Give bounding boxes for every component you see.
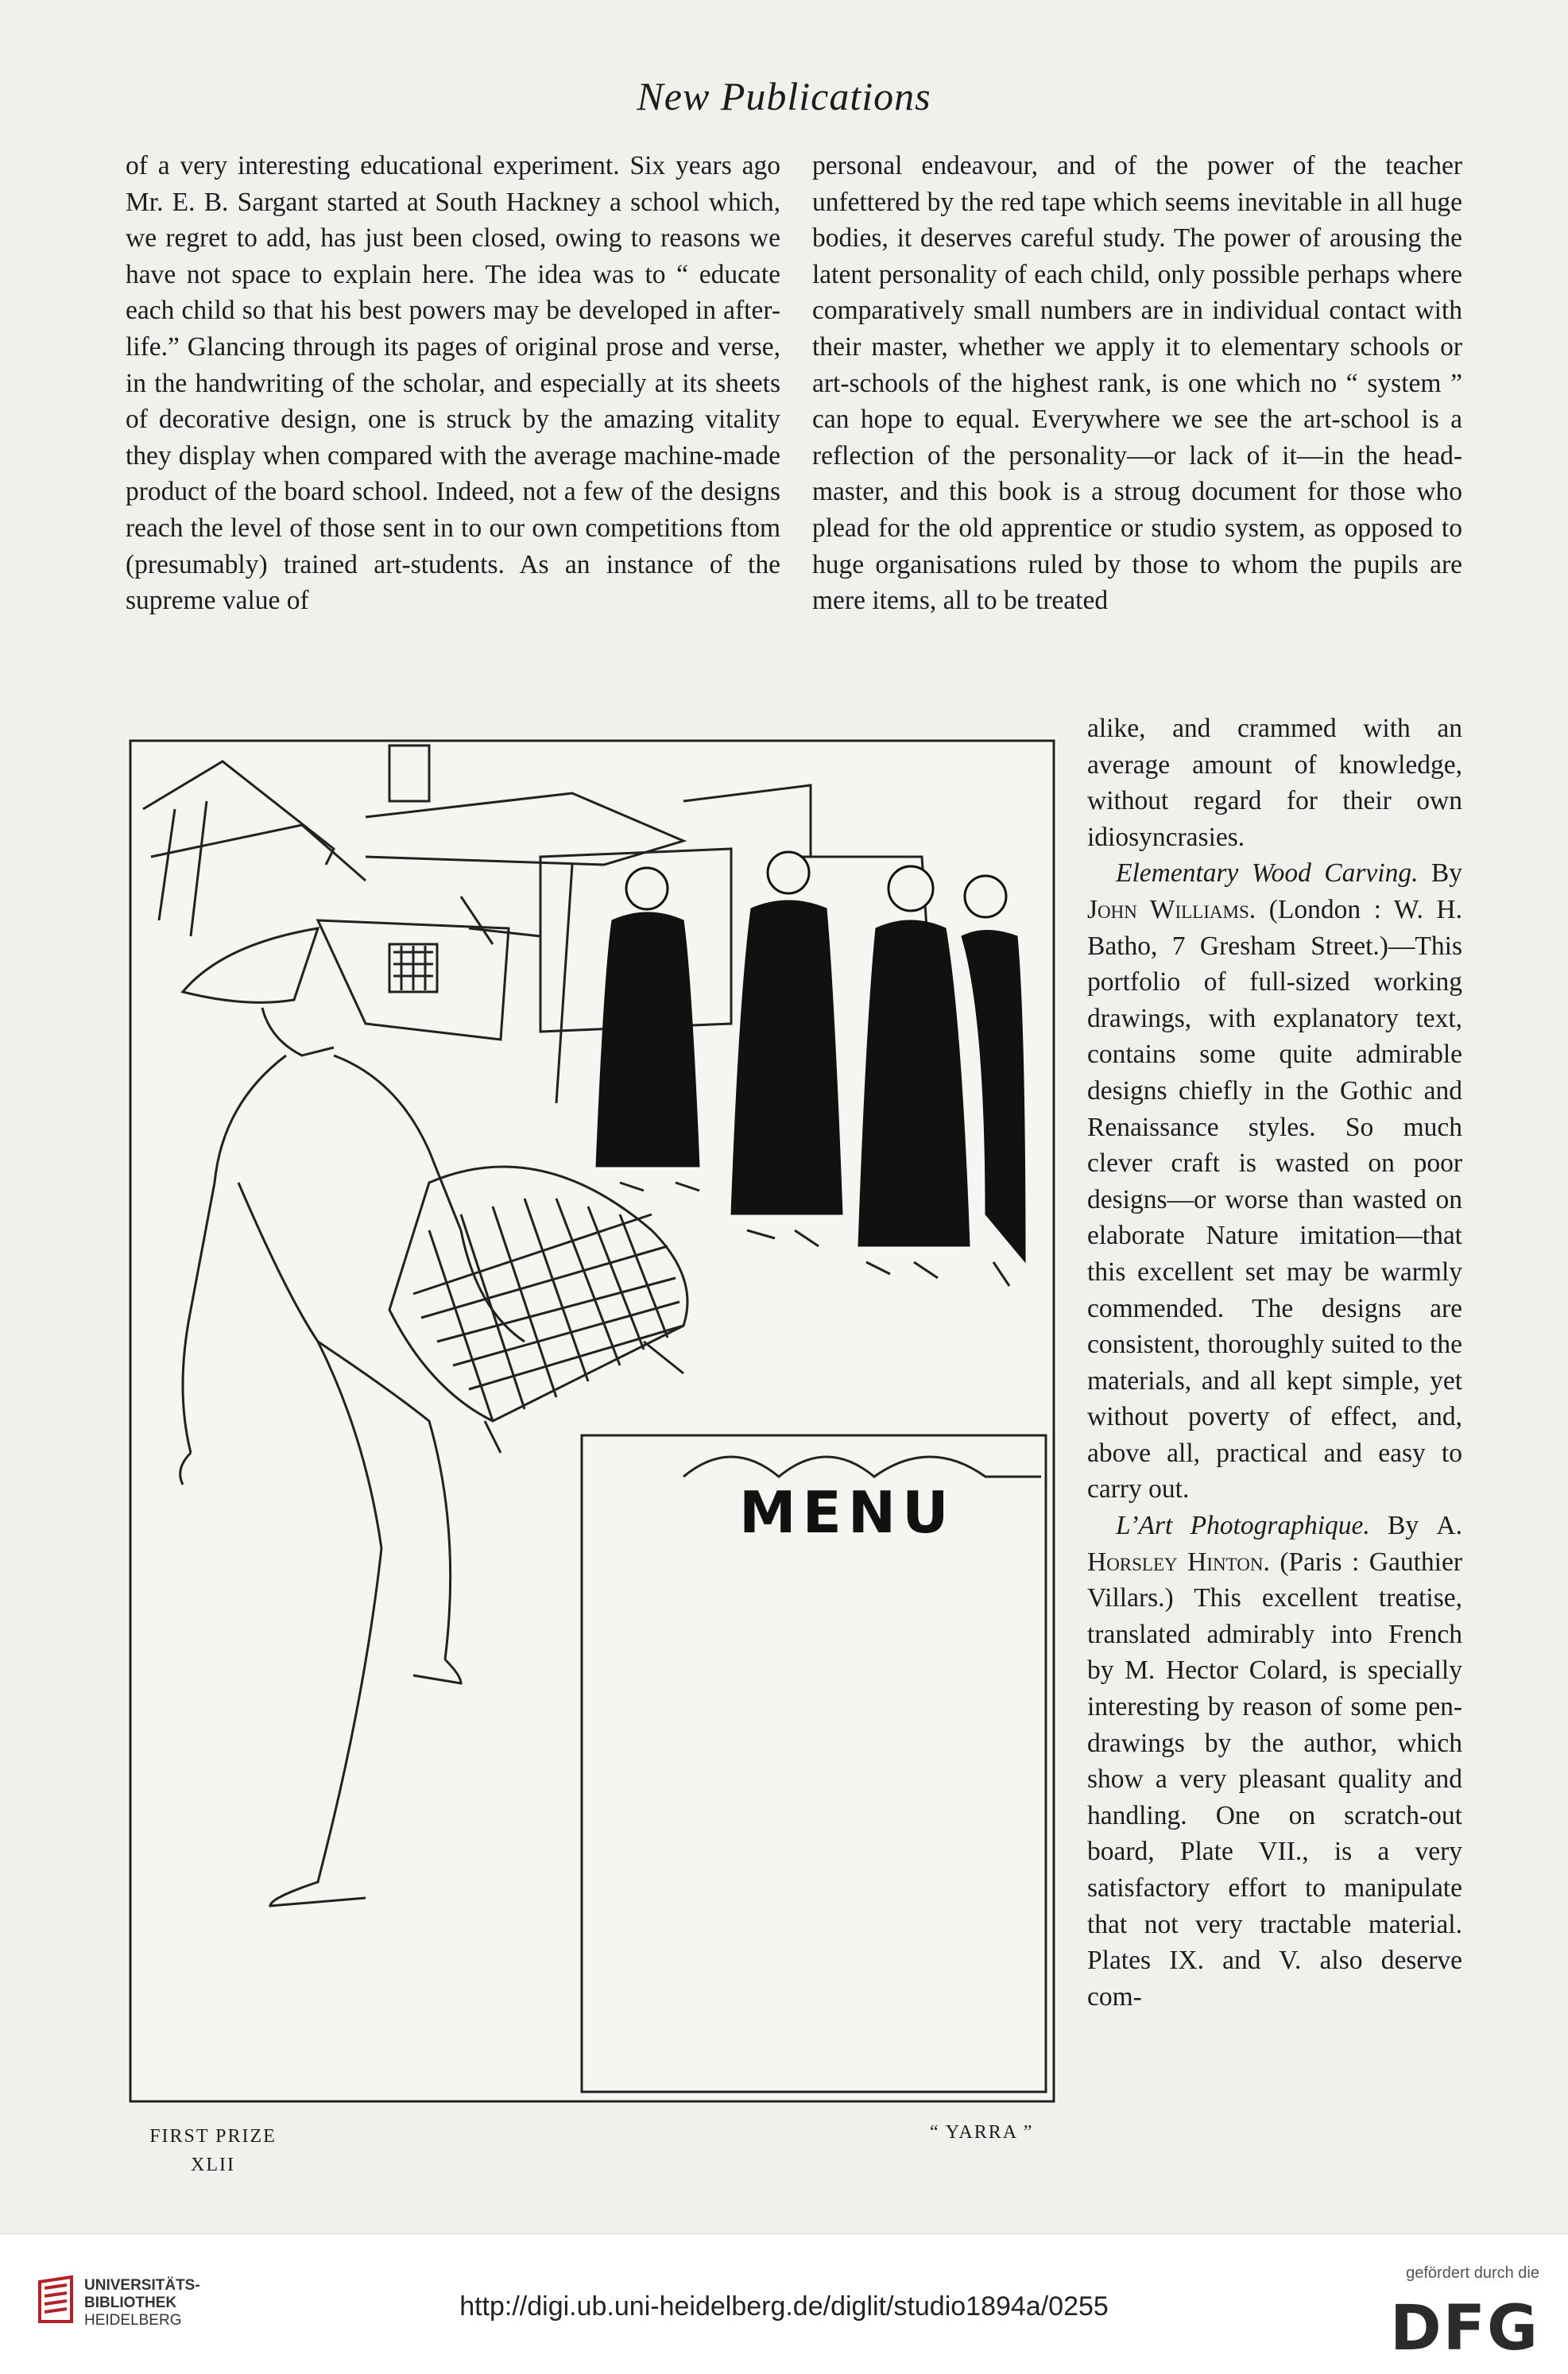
monks-group — [596, 852, 1025, 1262]
plate-caption — [134, 2122, 292, 2179]
funded-by-label: gefördert durch die — [1406, 2264, 1539, 2282]
review-by: By — [1431, 858, 1462, 889]
basket-icon — [389, 1167, 687, 1453]
left-column-paragraph: of a very interesting educational experiment. Six years ago Mr. E. B. Sargant started at South Hackney a school which, we regret to add, has just been closed, owing to reasons we have not space to explain here. The idea was to “ educate each child so that his best powers may be developed in after-life.” Glancing through its pages of original prose and verse, in the handwriting of the scholar, and especially at its sheets of decorative design, one is struck by the amazing vitality they display when compared with the average machine-made product of the board school. Indeed, not a few of the designs reach the level of those sent in to our own competitions ftom (presumably) trained art-students. As an instance of the supreme value of — [126, 151, 780, 616]
library-line: UNIVERSITÄTS- — [84, 2277, 200, 2294]
menu-lettering: MENU — [739, 1479, 955, 1546]
plate-number: XLII — [191, 2155, 235, 2175]
review-art-photographique — [1087, 1508, 1462, 2015]
pseudonym-caption: “ YARRA ” — [930, 2122, 1034, 2143]
permalink-url[interactable]: http://digi.ub.uni-heidelberg.de/diglit/studio1894a/0255 — [459, 2291, 1109, 2322]
review-wood-carving — [1087, 855, 1462, 1508]
review-by: By — [1388, 1511, 1419, 1541]
review-author: A. Horsley Hinton. — [1087, 1511, 1462, 1577]
right-column-narrow — [1087, 711, 1462, 2015]
delivery-boy-figure — [180, 928, 525, 1906]
review-body: (Paris : Gauthier Villars.) This excellent treatise, translated admirably into French by M. Hector Colard, is specially interesting by reason of some pen-drawings by the author, which show a very pleasant quality and handling. One on scratch-out board, Plate VII., is a very satisfactory effort to manipulate that not very tractable material. Plates IX. and V. also deserve com- — [1087, 1547, 1462, 2012]
right-column-top-paragraph: personal endeavour, and of the power of the teacher unfettered by the red tape which seems inevitable in all huge bodies, it deserves careful study. The power of arousing the latent personality of each child, only possible perhaps where comparatively small numbers are in individual contact with their master, whether we apply it to elementary schools or art-schools of the highest rank, is one which no “ system ” can hope to equal. Everywhere we see the art-school is a reflection of the personality—or lack of it—in the head-master, and this book is a stroug document for those who plead for the old apprentice or studio system, as opposed to huge organisations ruled by those to whom the pupils are mere items, all to be treated — [812, 151, 1462, 616]
review-body: (London : W. H. Batho, 7 Gresham Street.)—This portfolio of full-sized working drawings, with explanatory text, contains some quite admirable designs chiefly in the Gothic and Renaissance styles. So much clever craft is wasted on poor designs—or worse than wasted on elaborate Nature imitation—that this excellent set may be warmly commended. The designs are consistent, thoroughly suited to the materials, and all kept simple, yet without poverty of effect, and, above all, practical and easy to carry out. — [1087, 894, 1463, 1505]
continuation-paragraph: alike, and crammed with an average amount of knowledge, without regard for their own idiosyncrasies. — [1087, 714, 1462, 852]
review-title: L’Art Photographique. — [1116, 1511, 1370, 1541]
library-line: HEIDELBERG — [84, 2312, 182, 2329]
prize-label: FIRST PRIZE — [149, 2126, 277, 2147]
footer-bar — [0, 2233, 1568, 2374]
library-line: BIBLIOTHEK — [84, 2295, 177, 2311]
review-author: John Williams. — [1087, 894, 1256, 924]
review-title: Elementary Wood Carving. — [1116, 858, 1419, 889]
dfg-logo: DFG — [1389, 2293, 1539, 2364]
menu-design-illustration — [127, 738, 1057, 2105]
right-column-top — [812, 148, 1462, 619]
left-column — [126, 148, 780, 619]
running-head: New Publications — [637, 74, 931, 118]
